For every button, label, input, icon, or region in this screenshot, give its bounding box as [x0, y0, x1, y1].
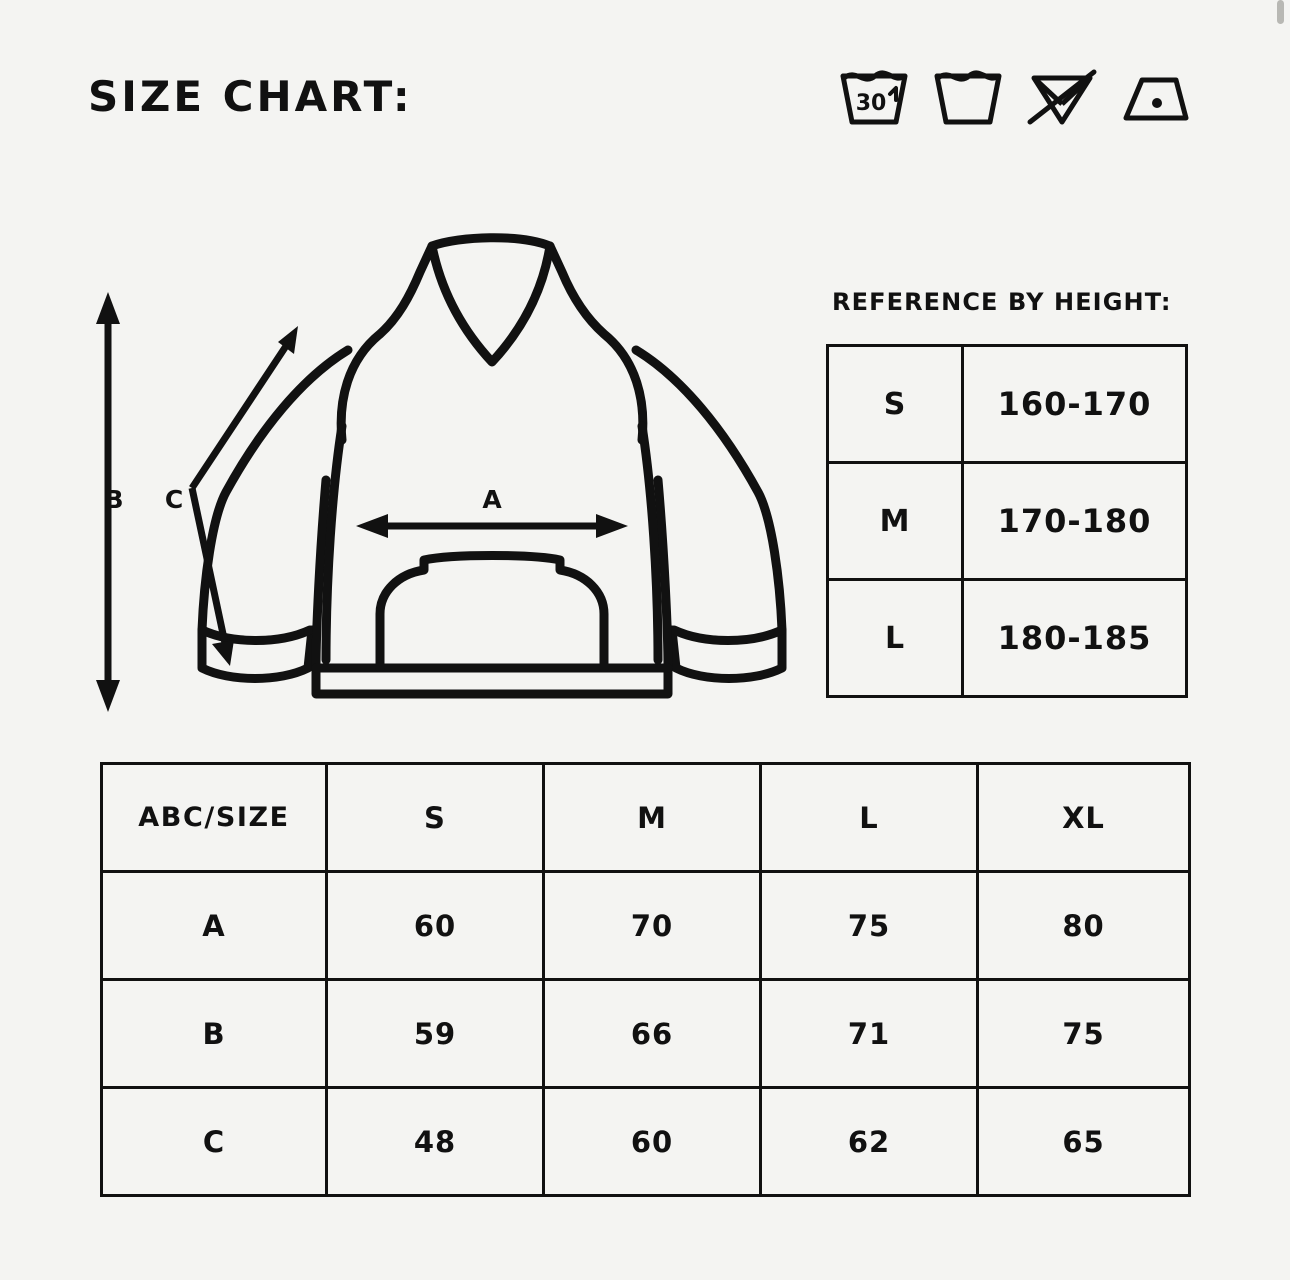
- table-row: [828, 346, 1187, 463]
- ref-height-cell: 180-185: [963, 580, 1187, 697]
- row-label-a: A: [102, 872, 327, 980]
- measurement-arrow-c: [192, 326, 298, 666]
- no-bleach-icon: [932, 62, 1004, 128]
- care-symbols-group: [838, 60, 1186, 130]
- cell-b-m: 66: [544, 980, 761, 1088]
- header-cell-l: L: [761, 764, 978, 872]
- cell-b-xl: 75: [978, 980, 1190, 1088]
- header-cell-abc-size: ABC/SIZE: [102, 764, 327, 872]
- ref-size-cell: L: [828, 580, 963, 697]
- measurements-table: [100, 762, 1191, 1197]
- ref-height-cell: 160-170: [963, 346, 1187, 463]
- table-row: [828, 580, 1187, 697]
- measurement-arrow-a: [356, 514, 628, 538]
- cell-b-l: 71: [761, 980, 978, 1088]
- cell-a-s: 60: [327, 872, 544, 980]
- header-cell-s: S: [327, 764, 544, 872]
- iron-low-icon: [1120, 62, 1192, 128]
- hoodie-illustration: [80, 230, 820, 720]
- cell-c-xl: 65: [978, 1088, 1190, 1196]
- reference-heading: REFERENCE BY HEIGHT:: [832, 288, 1172, 316]
- hoodie-outline: [202, 238, 782, 694]
- cell-c-s: 48: [327, 1088, 544, 1196]
- page-title: SIZE CHART:: [88, 72, 413, 121]
- scrollbar-thumb[interactable]: [1277, 0, 1284, 24]
- table-row: [102, 872, 1190, 980]
- cell-b-s: 59: [327, 980, 544, 1088]
- row-label-b: B: [102, 980, 327, 1088]
- cell-a-xl: 80: [978, 872, 1190, 980]
- header-cell-m: M: [544, 764, 761, 872]
- cell-a-l: 75: [761, 872, 978, 980]
- table-row: [828, 463, 1187, 580]
- do-not-tumble-dry-icon: [1026, 62, 1098, 128]
- label-a: A: [482, 485, 502, 514]
- ref-height-cell: 170-180: [963, 463, 1187, 580]
- label-c: C: [164, 485, 184, 514]
- cell-c-m: 60: [544, 1088, 761, 1196]
- label-b: B: [104, 485, 124, 514]
- table-row: [102, 980, 1190, 1088]
- cell-a-m: 70: [544, 872, 761, 980]
- header-cell-xl: XL: [978, 764, 1190, 872]
- row-label-c: C: [102, 1088, 327, 1196]
- ref-size-cell: S: [828, 346, 963, 463]
- ref-size-cell: M: [828, 463, 963, 580]
- table-header-row: [102, 764, 1190, 872]
- svg-text:30: 30: [855, 91, 887, 116]
- wash-30-icon: [838, 62, 910, 128]
- reference-by-height-table: [826, 344, 1188, 698]
- table-row: [102, 1088, 1190, 1196]
- cell-c-l: 62: [761, 1088, 978, 1196]
